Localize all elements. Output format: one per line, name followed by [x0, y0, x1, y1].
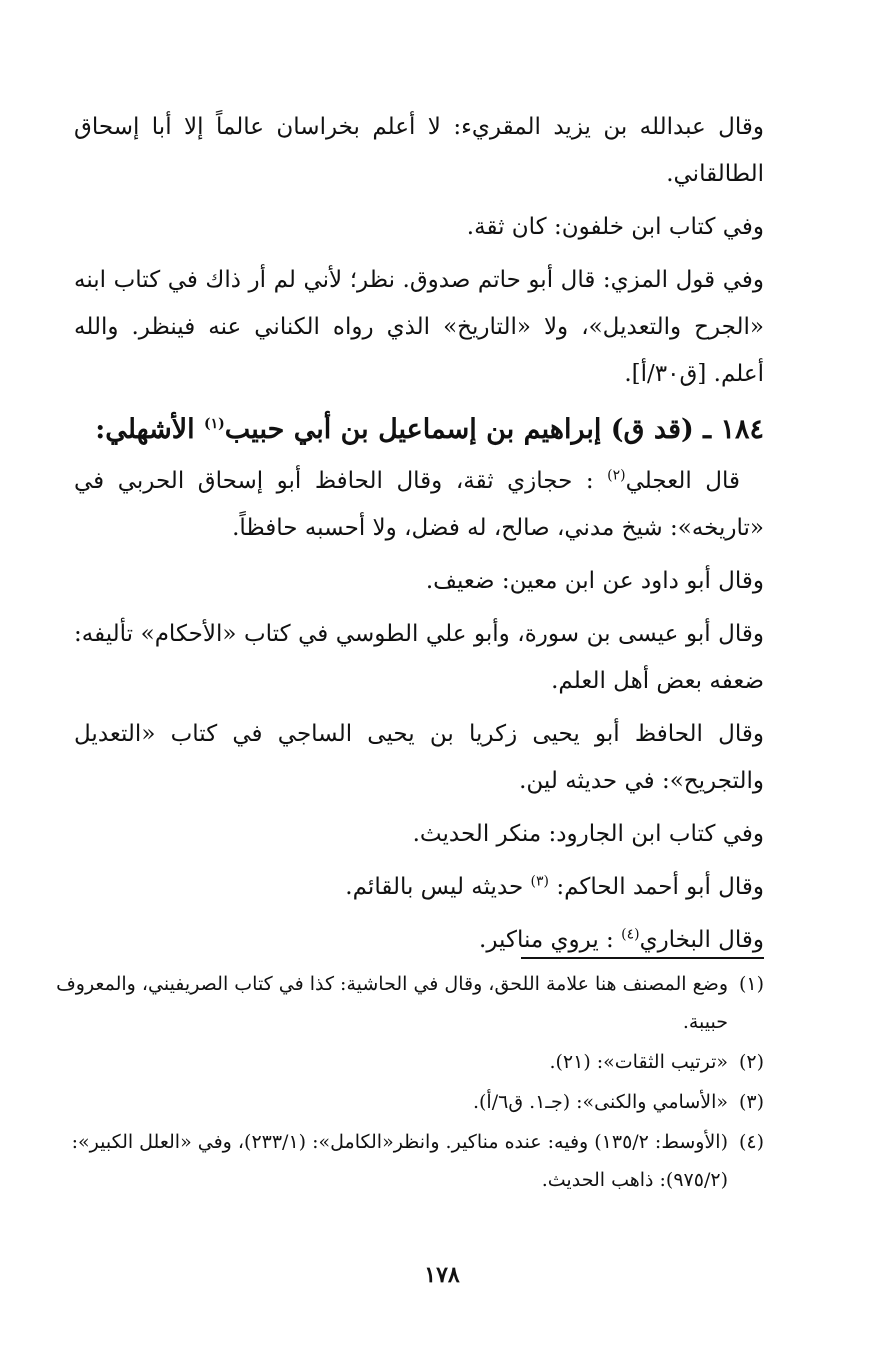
- footnote-ref-3: (٣): [530, 873, 550, 890]
- paragraph-al-saji: وقال الحافظ أبو يحيى زكريا بن يحيى الساجي في كتاب «التعديل والتجريح»: في حديثه لين.: [74, 721, 764, 794]
- paragraph-al-ijli-end: : حجازي ثقة، وقال الحافظ أبو إسحاق الحربي في «تاريخه»: شيخ مدني، صالح، له فضل، ولا أحسبه حافظاً.: [74, 468, 764, 541]
- footnote-2: [54, 1043, 764, 1081]
- paragraph-al-ijli-start: قال العجلي: [625, 468, 740, 494]
- paragraph-abdullah-ibn-yazid: وقال عبدالله بن يزيد المقريء: لا أعلم بخراسان عالماً إلا أبا إسحاق الطالقاني.: [74, 114, 764, 187]
- footnote-4-text: (الأوسط: ١٣٥/٢) وفيه: عنده مناكير. وانظر«الكامل»: (٢٣٣/١)، وفي «العلل الكبير»: (٩٧٥/٢): ذاهب الحديث.: [71, 1131, 728, 1191]
- footnote-separator: [521, 957, 764, 959]
- paragraph-abu-ahmad-al-hakim: [74, 864, 764, 911]
- footnote-3-number: (٣): [738, 1091, 764, 1113]
- footnote-3: [54, 1083, 764, 1121]
- footnote-3-text: «الأسامي والكنى»: (جـ١. ق٦/أ).: [472, 1091, 728, 1113]
- footnote-1-number: (١): [738, 973, 764, 995]
- paragraph-ibn-al-jarud: وفي كتاب ابن الجارود: منكر الحديث.: [412, 821, 764, 847]
- footnote-2-text: «ترتيب الثقات»: (٢١).: [549, 1051, 728, 1073]
- footnotes: [54, 965, 764, 1201]
- paragraph-al-mizzi: وفي قول المزي: قال أبو حاتم صدوق. نظر؛ لأني لم أر ذاك في كتاب ابنه «الجرح والتعديل»، ولا «التاريخ» الذي رواه الكناني عنه فينظر. والله أعلم. [ق٣٠/أ].: [74, 267, 764, 387]
- page-number: ١٧٨: [424, 1262, 460, 1288]
- entry-heading-nisba: الأشهلي:: [95, 414, 205, 445]
- footnote-2-number: (٢): [738, 1051, 764, 1073]
- paragraph-al-bukhari-start: وقال البخاري: [639, 927, 764, 953]
- paragraph-al-hakim-start: وقال أبو أحمد الحاكم:: [549, 874, 764, 900]
- entry-heading: [74, 404, 764, 456]
- footnote-ref-2: (٢): [607, 467, 626, 484]
- paragraph-ibn-khalfun: وفي كتاب ابن خلفون: كان ثقة.: [466, 214, 764, 240]
- footnote-1: [54, 965, 764, 1041]
- footnote-ref-4: (٤): [621, 926, 640, 943]
- footnote-4-number: (٤): [738, 1131, 764, 1153]
- footnote-ref-1: (١): [204, 416, 225, 432]
- paragraph-abu-isa: وقال أبو عيسى بن سورة، وأبو علي الطوسي في كتاب «الأحكام» تأليفه: ضعفه بعض أهل العلم.: [74, 621, 764, 694]
- paragraph-abu-dawud: وقال أبو داود عن ابن معين: ضعيف.: [425, 568, 764, 594]
- entry-heading-name: ١٨٤ ـ (قد ق) إبراهيم بن إسماعيل بن أبي حبيب: [224, 414, 764, 445]
- main-text: [74, 104, 764, 970]
- paragraph-al-hakim-end: حديثه ليس بالقائم.: [345, 874, 531, 900]
- paragraph-al-ijli: [74, 458, 764, 552]
- paragraph-al-bukhari-end: : يروي مناكير.: [479, 927, 622, 953]
- footnote-4: [54, 1123, 764, 1199]
- footnote-1-text: وضع المصنف هنا علامة اللحق، وقال في الحاشية: كذا في كتاب الصريفيني، والمعروف حبيبة.: [56, 973, 728, 1033]
